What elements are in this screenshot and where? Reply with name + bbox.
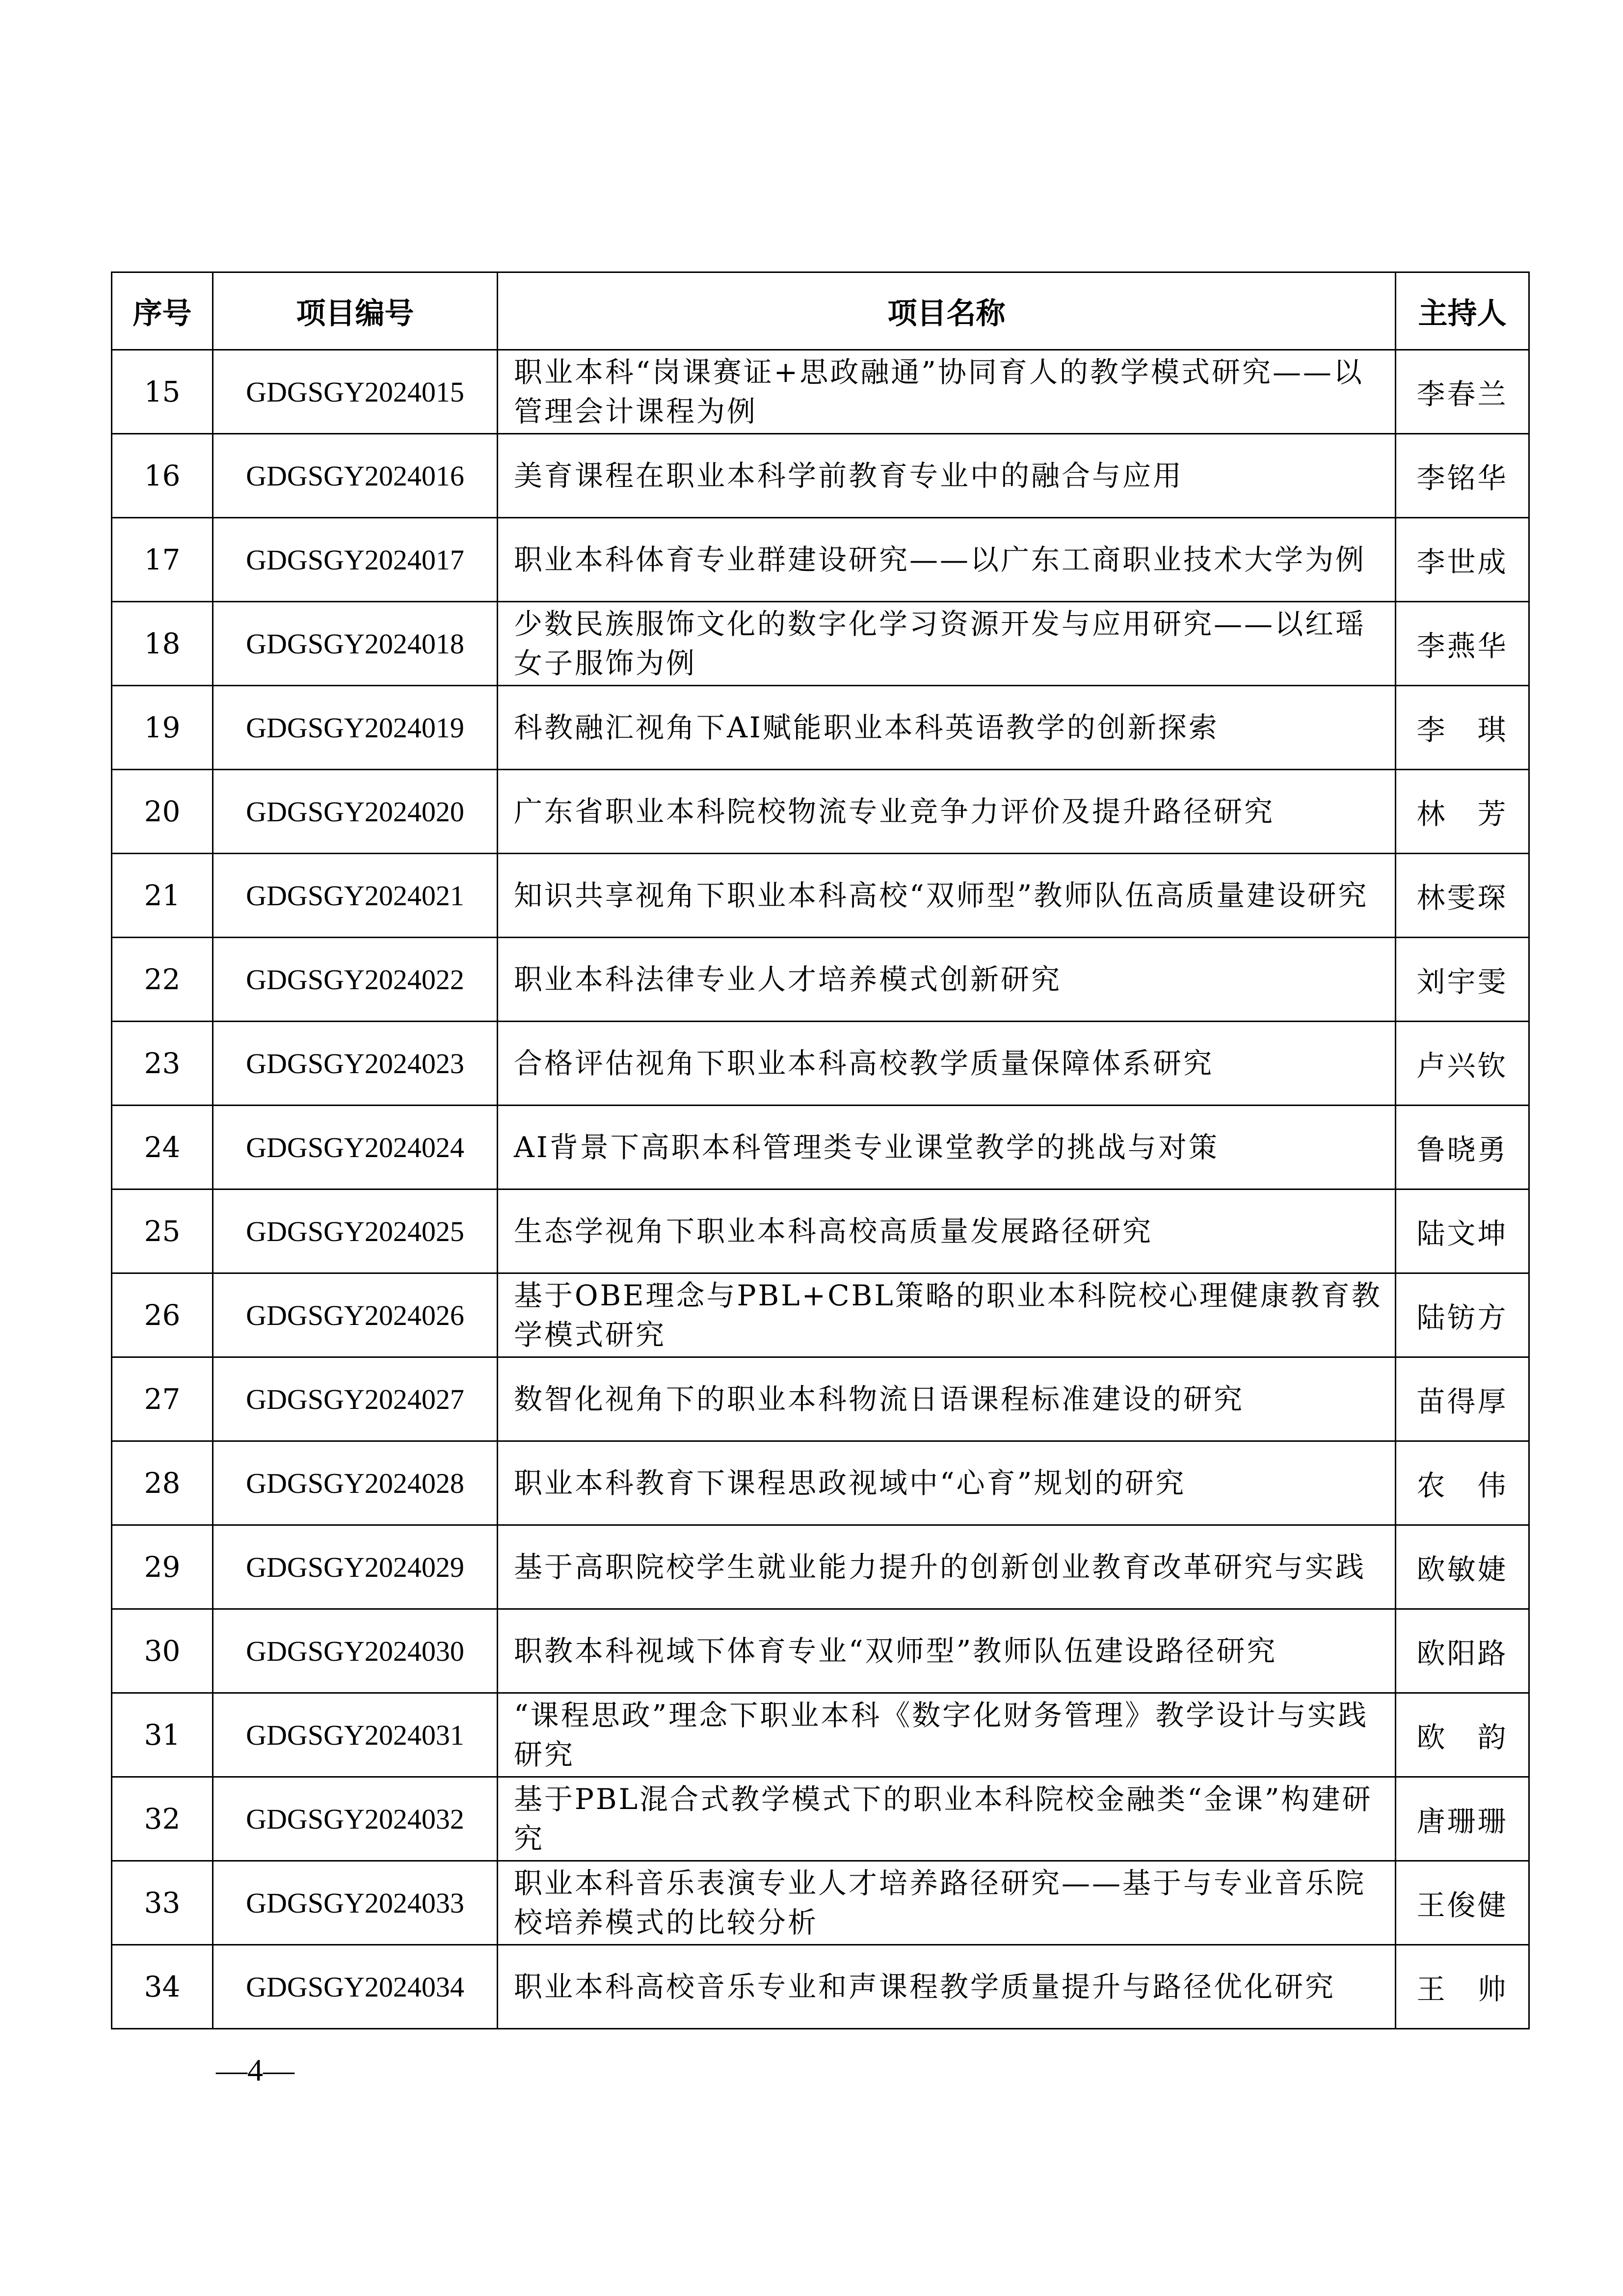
cell-index: 17 — [112, 518, 213, 602]
cell-host: 李世成 — [1396, 518, 1529, 602]
cell-name: 美育课程在职业本科学前教育专业中的融合与应用 — [498, 434, 1396, 518]
cell-name: AI背景下高职本科管理类专业课堂教学的挑战与对策 — [498, 1106, 1396, 1189]
cell-name: 职教本科视域下体育专业“双师型”教师队伍建设路径研究 — [498, 1609, 1396, 1693]
cell-name: 职业本科体育专业群建设研究——以广东工商职业技术大学为例 — [498, 518, 1396, 602]
cell-host: 鲁晓勇 — [1396, 1106, 1529, 1189]
cell-host: 苗得厚 — [1396, 1357, 1529, 1441]
cell-host: 李 琪 — [1396, 686, 1529, 770]
cell-name: 基于PBL混合式教学模式下的职业本科院校金融类“金课”构建研究 — [498, 1777, 1396, 1861]
cell-host: 李铭华 — [1396, 434, 1529, 518]
cell-name: 少数民族服饰文化的数字化学习资源开发与应用研究——以红瑶女子服饰为例 — [498, 602, 1396, 686]
cell-index: 15 — [112, 350, 213, 434]
cell-index: 31 — [112, 1693, 213, 1777]
table-row — [112, 1777, 1529, 1861]
cell-name: 职业本科法律专业人才培养模式创新研究 — [498, 938, 1396, 1022]
cell-name: 职业本科高校音乐专业和声课程教学质量提升与路径优化研究 — [498, 1945, 1396, 2029]
cell-code: GDGSGY2024017 — [213, 518, 498, 602]
project-table — [111, 271, 1530, 2029]
cell-host: 王俊健 — [1396, 1861, 1529, 1945]
table-row — [112, 686, 1529, 770]
cell-name: “课程思政”理念下职业本科《数字化财务管理》教学设计与实践研究 — [498, 1693, 1396, 1777]
cell-code: GDGSGY2024022 — [213, 938, 498, 1022]
table-row — [112, 1693, 1529, 1777]
table-row — [112, 770, 1529, 854]
cell-code: GDGSGY2024026 — [213, 1273, 498, 1357]
cell-index: 30 — [112, 1609, 213, 1693]
cell-host: 唐珊珊 — [1396, 1777, 1529, 1861]
cell-index: 22 — [112, 938, 213, 1022]
cell-code: GDGSGY2024034 — [213, 1945, 498, 2029]
table-row — [112, 350, 1529, 434]
table-row — [112, 518, 1529, 602]
cell-index: 29 — [112, 1525, 213, 1609]
cell-code: GDGSGY2024020 — [213, 770, 498, 854]
cell-name: 知识共享视角下职业本科高校“双师型”教师队伍高质量建设研究 — [498, 854, 1396, 938]
cell-code: GDGSGY2024030 — [213, 1609, 498, 1693]
cell-index: 24 — [112, 1106, 213, 1189]
cell-name: 生态学视角下职业本科高校高质量发展路径研究 — [498, 1189, 1396, 1273]
table-row — [112, 1525, 1529, 1609]
cell-host: 陆文坤 — [1396, 1189, 1529, 1273]
cell-code: GDGSGY2024021 — [213, 854, 498, 938]
table-row — [112, 1273, 1529, 1357]
cell-index: 16 — [112, 434, 213, 518]
cell-index: 23 — [112, 1022, 213, 1106]
cell-index: 21 — [112, 854, 213, 938]
cell-index: 34 — [112, 1945, 213, 2029]
table-row — [112, 1861, 1529, 1945]
cell-name: 基于OBE理念与PBL+CBL策略的职业本科院校心理健康教育教学模式研究 — [498, 1273, 1396, 1357]
header-code: 项目编号 — [213, 272, 498, 350]
cell-code: GDGSGY2024023 — [213, 1022, 498, 1106]
cell-code: GDGSGY2024024 — [213, 1106, 498, 1189]
table-row — [112, 1189, 1529, 1273]
cell-code: GDGSGY2024033 — [213, 1861, 498, 1945]
cell-host: 李燕华 — [1396, 602, 1529, 686]
cell-code: GDGSGY2024015 — [213, 350, 498, 434]
page-number: —4— — [216, 2053, 294, 2087]
cell-name: 合格评估视角下职业本科高校教学质量保障体系研究 — [498, 1022, 1396, 1106]
cell-code: GDGSGY2024016 — [213, 434, 498, 518]
cell-code: GDGSGY2024031 — [213, 1693, 498, 1777]
cell-code: GDGSGY2024019 — [213, 686, 498, 770]
table-row — [112, 1609, 1529, 1693]
table-row — [112, 854, 1529, 938]
cell-name: 职业本科教育下课程思政视域中“心育”规划的研究 — [498, 1441, 1396, 1525]
cell-index: 32 — [112, 1777, 213, 1861]
cell-name: 职业本科“岗课赛证+思政融通”协同育人的教学模式研究——以管理会计课程为例 — [498, 350, 1396, 434]
cell-host: 农 伟 — [1396, 1441, 1529, 1525]
cell-index: 18 — [112, 602, 213, 686]
table-row — [112, 602, 1529, 686]
table-row — [112, 434, 1529, 518]
table-row — [112, 1106, 1529, 1189]
cell-host: 林 芳 — [1396, 770, 1529, 854]
cell-name: 广东省职业本科院校物流专业竞争力评价及提升路径研究 — [498, 770, 1396, 854]
cell-code: GDGSGY2024028 — [213, 1441, 498, 1525]
cell-host: 欧 韵 — [1396, 1693, 1529, 1777]
cell-host: 欧敏婕 — [1396, 1525, 1529, 1609]
cell-code: GDGSGY2024025 — [213, 1189, 498, 1273]
cell-index: 20 — [112, 770, 213, 854]
cell-index: 19 — [112, 686, 213, 770]
cell-index: 27 — [112, 1357, 213, 1441]
cell-index: 25 — [112, 1189, 213, 1273]
cell-code: GDGSGY2024029 — [213, 1525, 498, 1609]
cell-host: 林雯琛 — [1396, 854, 1529, 938]
table-row — [112, 1441, 1529, 1525]
cell-host: 卢兴钦 — [1396, 1022, 1529, 1106]
cell-code: GDGSGY2024032 — [213, 1777, 498, 1861]
header-name: 项目名称 — [498, 272, 1396, 350]
table-row — [112, 1945, 1529, 2029]
cell-host: 陆钫方 — [1396, 1273, 1529, 1357]
cell-name: 数智化视角下的职业本科物流日语课程标准建设的研究 — [498, 1357, 1396, 1441]
cell-host: 王 帅 — [1396, 1945, 1529, 2029]
cell-host: 欧阳路 — [1396, 1609, 1529, 1693]
cell-code: GDGSGY2024027 — [213, 1357, 498, 1441]
table-row — [112, 1357, 1529, 1441]
cell-name: 科教融汇视角下AI赋能职业本科英语教学的创新探索 — [498, 686, 1396, 770]
cell-name: 职业本科音乐表演专业人才培养路径研究——基于与专业音乐院校培养模式的比较分析 — [498, 1861, 1396, 1945]
header-host: 主持人 — [1396, 272, 1529, 350]
table-body — [112, 350, 1529, 2029]
table-row — [112, 938, 1529, 1022]
cell-code: GDGSGY2024018 — [213, 602, 498, 686]
table-header-row — [112, 272, 1529, 350]
cell-host: 刘宇雯 — [1396, 938, 1529, 1022]
cell-index: 28 — [112, 1441, 213, 1525]
cell-host: 李春兰 — [1396, 350, 1529, 434]
cell-name: 基于高职院校学生就业能力提升的创新创业教育改革研究与实践 — [498, 1525, 1396, 1609]
header-index: 序号 — [112, 272, 213, 350]
table-row — [112, 1022, 1529, 1106]
cell-index: 33 — [112, 1861, 213, 1945]
cell-index: 26 — [112, 1273, 213, 1357]
